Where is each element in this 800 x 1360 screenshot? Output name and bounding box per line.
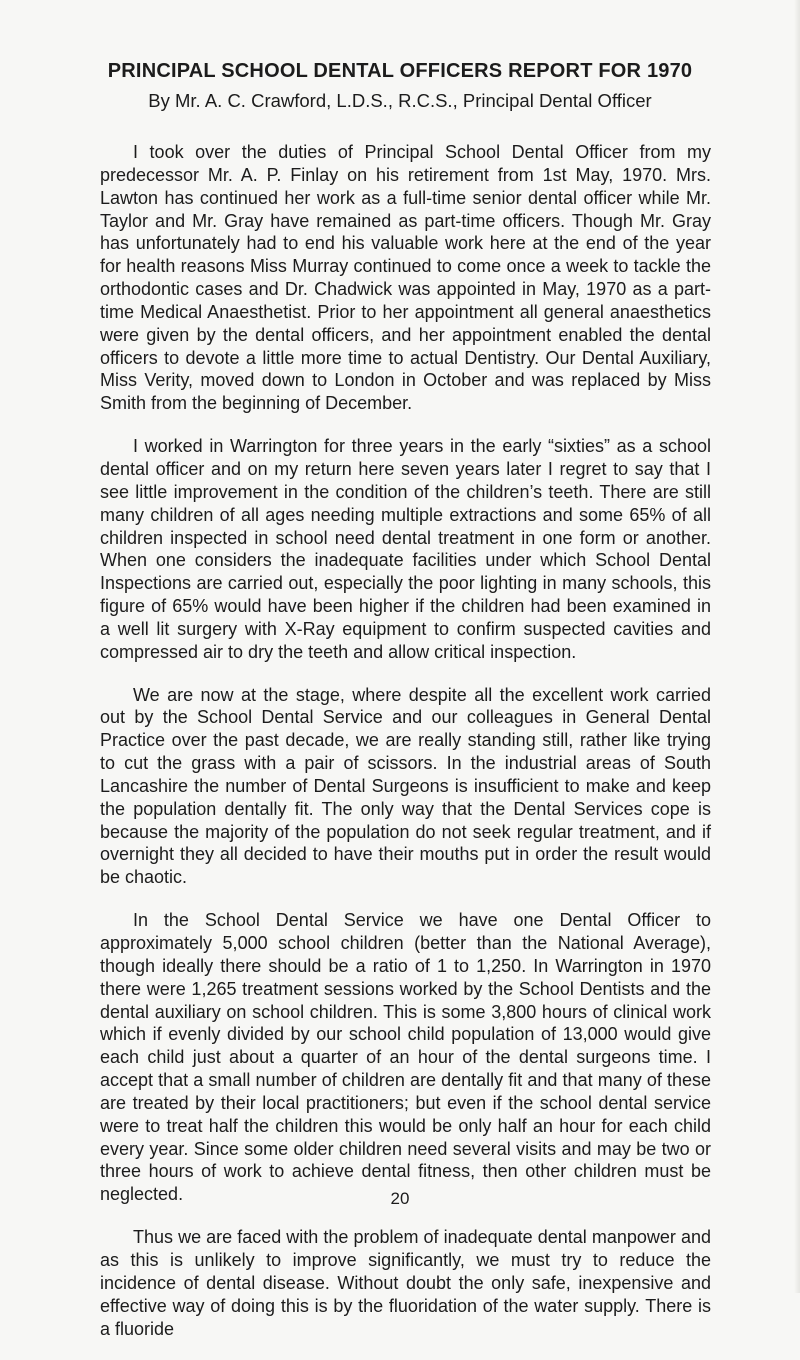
- paragraph: I took over the duties of Principal School Dental Officer from my predecessor Mr. A. P. Finlay on his retirement from 1st May, 1970. Mrs. Lawton has continued her work as a full-time senior dental officer while Mr. Taylor and Mr. Gray have remained as part-time officers. Though Mr. Gray has unfortunately had to end his valuable work here at the end of the year for health reasons Miss Murray continued to come once a week to tackle the orthodontic cases and Dr. Chadwick was appointed in May, 1970 as a part-time Medical Anaesthetist. Prior to her appointment all general anaesthetics were given by the dental officers, and her appointment enabled the dental officers to devote a little more time to actual Dentistry. Our Dental Auxiliary, Miss Verity, moved down to London in October and was replaced by Miss Smith from the beginning of December.: [100, 142, 711, 414]
- page-edge-shadow: [794, 0, 800, 1293]
- paragraph: We are now at the stage, where despite all the excellent work carried out by the School Dental Service and our colleagues in General Dental Practice over the past decade, we are really standing still, rather like trying to cut the grass with a pair of scissors. In the industrial areas of South Lancashire the number of Dental Surgeons is insufficient to make and keep the population dentally fit. The only way that the Dental Services cope is because the majority of the population do not seek regular treatment, and if overnight they all decided to have their mouths put in order the result would be chaotic.: [100, 684, 711, 888]
- report-body: [100, 141, 711, 1360]
- page-number: 20: [390, 1189, 410, 1208]
- paragraph: Thus we are faced with the problem of inadequate dental manpower and as this is unlikely to improve significantly, we must try to reduce the incidence of dental disease. Without doubt the only safe, inexpensive and effective way of doing this is by the fluoridation of the water supply. There is a fluoride: [100, 1227, 711, 1339]
- paragraph: I worked in Warrington for three years in the early “sixties” as a school dental officer and on my return here seven years later I regret to say that I see little improvement in the condition of the children’s teeth. There are still many children of all ages needing multiple extractions and some 65% of all children inspected in school need dental treatment in one form or another. When one considers the inadequate facilities under which School Dental Inspections are carried out, especially the poor lighting in many schools, this figure of 65% would have been higher if the children had been examined in a well lit surgery with X-Ray equipment to confirm suspected cavities and compressed air to dry the teeth and allow critical inspection.: [100, 436, 711, 662]
- report-title: PRINCIPAL SCHOOL DENTAL OFFICERS REPORT FOR 1970: [107, 60, 693, 82]
- paragraph: In the School Dental Service we have one Dental Officer to approximately 5,000 school children (better than the National Average), though ideally there should be a ratio of 1 to 1,250. In Warrington in 1970 there were 1,265 treatment sessions worked by the School Dentists and the dental auxiliary on school children. This is some 3,800 hours of clinical work which if evenly divided by our school child population of 13,000 would give each child just about a quarter of an hour of the dental surgeons time. I accept that a small number of children are dentally fit and that many of these are treated by their local practitioners; but even if the school dental service were to treat half the children this would be only half an hour for each child every year. Since some older children need several visits and may be two or three hours of work to achieve dental fitness, then other children must be neglected.: [100, 910, 711, 1205]
- report-byline: By Mr. A. C. Crawford, L.D.S., R.C.S., Principal Dental Officer: [148, 90, 652, 111]
